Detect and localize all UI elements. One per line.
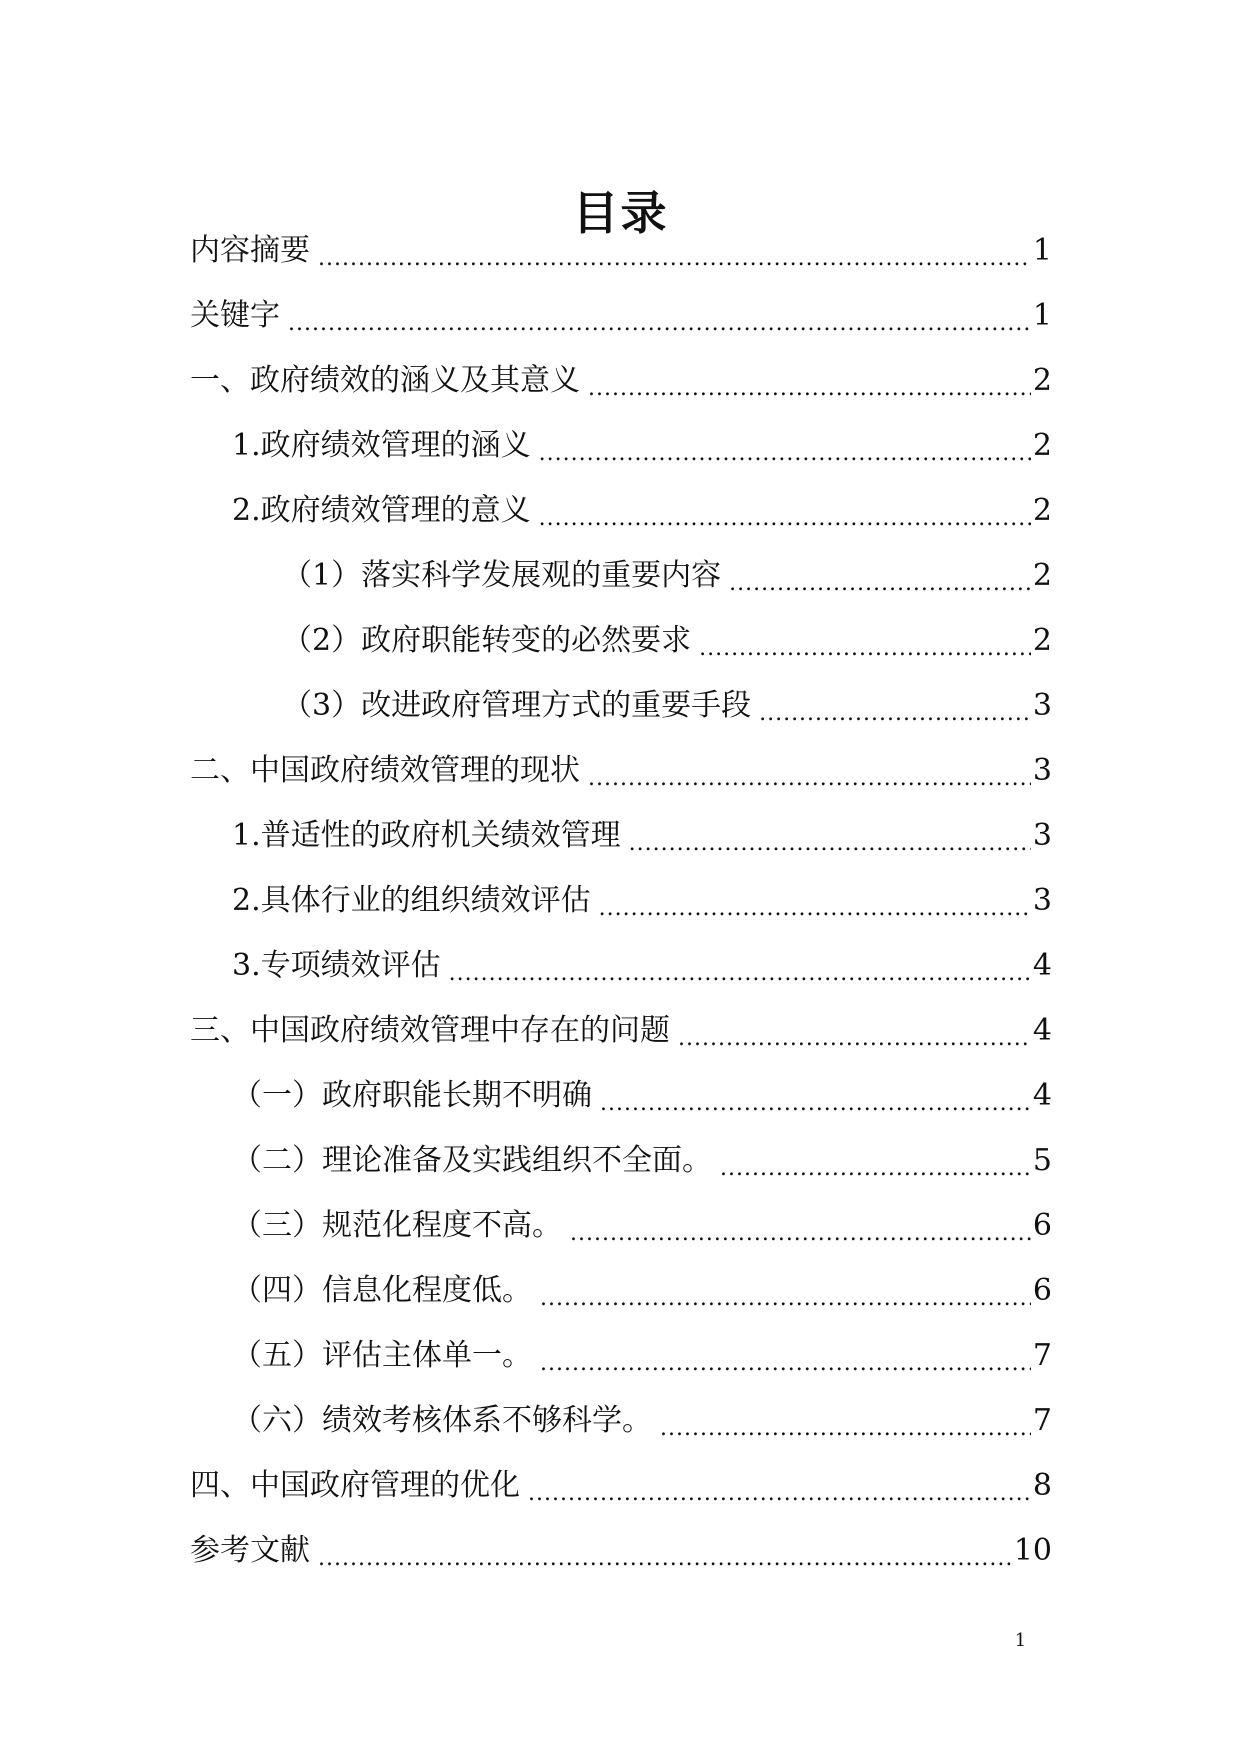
- toc-entry-page: 2: [1032, 622, 1052, 658]
- toc-entry-page: 5: [1032, 1142, 1052, 1178]
- toc-entry-page: 3: [1032, 882, 1052, 918]
- toc-entry-page: 3: [1032, 687, 1052, 723]
- toc-entry-page: 4: [1032, 947, 1052, 983]
- toc-entry-page: 1: [1032, 297, 1052, 333]
- toc-entry[interactable]: [190, 1128, 1052, 1193]
- toc-entry-label: 2.政府绩效管理的意义: [232, 492, 531, 528]
- toc-entry-label: （一）政府职能长期不明确: [232, 1077, 592, 1113]
- toc-entry[interactable]: [190, 1453, 1052, 1518]
- toc-dot-leader: [540, 1354, 1031, 1388]
- toc-entry-label: 一、政府绩效的涵义及其意义: [190, 362, 580, 398]
- toc-entry-label: 3.专项绩效评估: [232, 947, 441, 983]
- toc-entry-page: 2: [1032, 492, 1052, 528]
- toc-entry-label: （四）信息化程度低。: [232, 1272, 532, 1308]
- toc-dot-leader: [539, 444, 1031, 478]
- toc-entry-page: 7: [1032, 1337, 1052, 1373]
- toc-entry-page: 2: [1032, 427, 1052, 463]
- toc-entry[interactable]: [190, 1258, 1052, 1323]
- toc-entry-label: 参考文献: [190, 1532, 310, 1568]
- toc-dot-leader: [588, 769, 1031, 803]
- toc-dot-leader: [288, 314, 1031, 348]
- toc-entry[interactable]: [190, 1063, 1052, 1128]
- toc-dot-leader: [600, 1094, 1031, 1128]
- toc-entry[interactable]: [190, 1388, 1052, 1453]
- toc-entry[interactable]: [190, 1518, 1052, 1583]
- toc-entry-label: 2.具体行业的组织绩效评估: [232, 882, 591, 918]
- toc-entry-label: 1.普适性的政府机关绩效管理: [232, 817, 621, 853]
- toc-entry[interactable]: [190, 868, 1052, 933]
- toc-dot-leader: [729, 574, 1031, 608]
- toc-entry-page: 7: [1032, 1402, 1052, 1438]
- toc-entry-label: （2）政府职能转变的必然要求: [282, 622, 692, 658]
- toc-dot-leader: [449, 964, 1031, 998]
- toc-entry-label: （五）评估主体单一。: [232, 1337, 532, 1373]
- toc-entry-label: （三）规范化程度不高。: [232, 1207, 562, 1243]
- toc-entry[interactable]: [190, 413, 1052, 478]
- toc-dot-leader: [699, 639, 1031, 673]
- toc-dot-leader: [539, 509, 1031, 543]
- table-of-contents: [190, 218, 1052, 1583]
- toc-entry[interactable]: [190, 283, 1052, 348]
- toc-entry[interactable]: [190, 608, 1052, 673]
- toc-dot-leader: [588, 379, 1031, 413]
- toc-entry-label: 三、中国政府绩效管理中存在的问题: [190, 1012, 670, 1048]
- toc-entry-label: 关键字: [190, 297, 280, 333]
- toc-entry-page: 4: [1032, 1077, 1052, 1113]
- toc-entry-label: 内容摘要: [190, 232, 310, 268]
- toc-entry-page: 1: [1032, 232, 1052, 268]
- toc-entry[interactable]: [190, 1193, 1052, 1258]
- page-number: 1: [1014, 1630, 1027, 1651]
- page-title: 目录: [572, 185, 669, 240]
- toc-entry[interactable]: [190, 478, 1052, 543]
- toc-entry-page: 3: [1032, 817, 1052, 853]
- toc-entry[interactable]: [190, 218, 1052, 283]
- toc-entry-label: 四、中国政府管理的优化: [190, 1467, 520, 1503]
- toc-entry-label: 二、中国政府绩效管理的现状: [190, 752, 580, 788]
- toc-entry-page: 8: [1032, 1467, 1052, 1503]
- toc-entry[interactable]: [190, 673, 1052, 738]
- toc-entry[interactable]: [190, 543, 1052, 608]
- toc-entry-page: 6: [1032, 1272, 1052, 1308]
- toc-entry[interactable]: [190, 933, 1052, 998]
- toc-entry[interactable]: [190, 803, 1052, 868]
- toc-dot-leader: [318, 1549, 1012, 1583]
- toc-dot-leader: [540, 1289, 1031, 1323]
- toc-entry-label: （六）绩效考核体系不够科学。: [232, 1402, 652, 1438]
- toc-entry-label: （3）改进政府管理方式的重要手段: [282, 687, 752, 723]
- toc-dot-leader: [759, 704, 1031, 738]
- toc-entry-page: 6: [1032, 1207, 1052, 1243]
- toc-dot-leader: [599, 899, 1031, 933]
- toc-entry-page: 2: [1032, 362, 1052, 398]
- toc-dot-leader: [678, 1029, 1031, 1063]
- toc-entry[interactable]: [190, 348, 1052, 413]
- toc-dot-leader: [660, 1419, 1031, 1453]
- toc-entry[interactable]: [190, 1323, 1052, 1388]
- toc-entry-page: 10: [1013, 1532, 1052, 1568]
- toc-entry[interactable]: [190, 738, 1052, 803]
- toc-entry-page: 3: [1032, 752, 1052, 788]
- toc-entry[interactable]: [190, 998, 1052, 1063]
- toc-dot-leader: [570, 1224, 1031, 1258]
- toc-dot-leader: [629, 834, 1031, 868]
- toc-dot-leader: [720, 1159, 1031, 1193]
- toc-entry-page: 2: [1032, 557, 1052, 593]
- toc-entry-label: 1.政府绩效管理的涵义: [232, 427, 531, 463]
- toc-dot-leader: [318, 249, 1031, 283]
- toc-entry-label: （1）落实科学发展观的重要内容: [282, 557, 722, 593]
- toc-entry-label: （二）理论准备及实践组织不全面。: [232, 1142, 712, 1178]
- toc-dot-leader: [528, 1484, 1031, 1518]
- toc-entry-page: 4: [1032, 1012, 1052, 1048]
